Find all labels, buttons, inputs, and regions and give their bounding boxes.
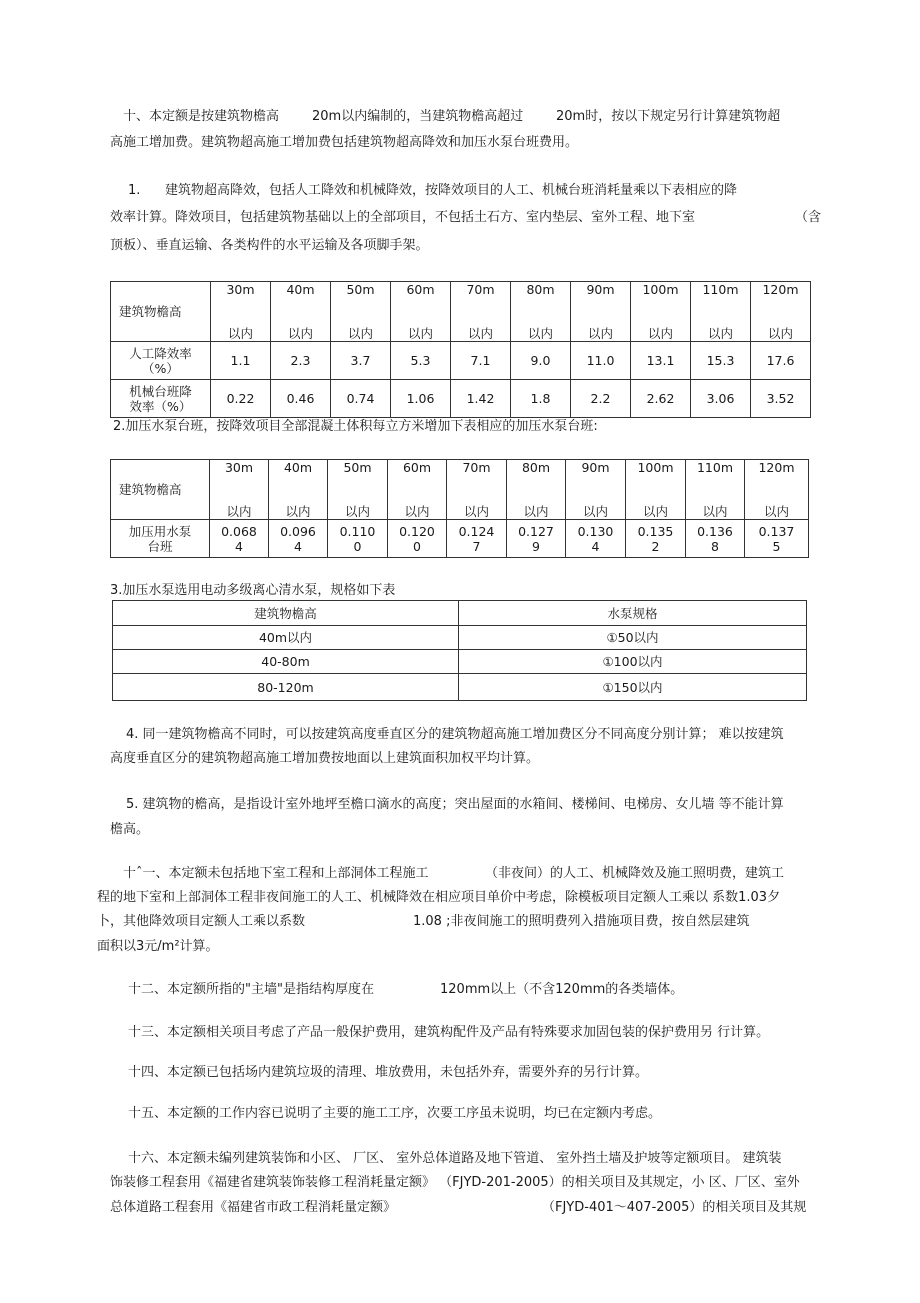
para11-line3a: 卜，其他降效项目定额人工乘以系数 xyxy=(97,914,306,929)
table-cell: 15.3 xyxy=(691,342,751,380)
height-header xyxy=(691,282,751,342)
cell-line: 9 xyxy=(532,538,540,554)
table-row xyxy=(113,650,807,674)
item1-number: 1. xyxy=(128,183,141,198)
table-row xyxy=(113,674,807,701)
height-suffix: 以内 xyxy=(226,504,252,519)
cell-line: 0.130 xyxy=(577,523,614,539)
table-cell xyxy=(269,520,328,558)
table-cell xyxy=(626,520,686,558)
table-cell xyxy=(388,520,447,558)
height-value: 110m xyxy=(696,460,734,475)
height-suffix: 以内 xyxy=(527,326,553,341)
item1-line1: 建筑物超高降效，包括人工降效和机械降效，按降效项目的人工、机械台班消耗量乘以下表相应的降 xyxy=(165,183,738,198)
table-cell: 11.0 xyxy=(571,342,631,380)
height-value: 90m xyxy=(581,460,610,475)
para11-line3b: 1.08 ;非夜间施工的照明费列入措施项目费，按自然层建筑 xyxy=(413,914,750,929)
para10-line2: 高施工增加费。建筑物超高施工增加费包括建筑物超高降效和加压水泵台班费用。 xyxy=(110,135,579,150)
height-header xyxy=(271,282,331,342)
table-cell: 1.1 xyxy=(211,342,271,380)
para11-line4: 面积以3元/m²计算。 xyxy=(97,939,219,954)
height-suffix: 以内 xyxy=(285,504,311,519)
cell-line: 2 xyxy=(651,538,660,554)
height-suffix: 以内 xyxy=(763,504,789,519)
height-header xyxy=(626,460,686,520)
height-value: 60m xyxy=(406,282,435,297)
height-header xyxy=(571,282,631,342)
cell-line: 0.124 xyxy=(458,523,495,539)
table-cell: 3.7 xyxy=(331,342,391,380)
row-label-labor xyxy=(111,342,211,380)
cell-line: 8 xyxy=(711,538,719,554)
item4-line2: 高度垂直区分的建筑物超高施工增加费按地面以上建筑面积加权平均计算。 xyxy=(110,751,540,766)
table-cell: 3.52 xyxy=(751,380,811,418)
height-header xyxy=(391,282,451,342)
table-cell: 40m以内 xyxy=(113,626,459,650)
item2-text: 2.加压水泵台班，按降效项目全部混凝土体积每立方米增加下表相应的加压水泵台班: xyxy=(113,419,598,434)
height-header xyxy=(631,282,691,342)
table-header-row xyxy=(111,282,811,342)
table-cell: 2.2 xyxy=(571,380,631,418)
height-suffix: 以内 xyxy=(582,504,608,519)
table-cell: 2.62 xyxy=(631,380,691,418)
table-cell: 1.8 xyxy=(511,380,571,418)
table-cell: 40-80m xyxy=(113,650,459,674)
height-header xyxy=(511,282,571,342)
para11-line2: 程的地下室和上部洞体工程非夜间施工的人工、机械降效在相应项目单价中考虑，除模板项目定额人工乘以 系数1.03夕 xyxy=(97,890,781,905)
cell-line: 0.135 xyxy=(637,523,674,539)
column-header: 水泵规格 xyxy=(459,601,807,626)
pump-shift-table xyxy=(110,459,809,558)
height-suffix: 以内 xyxy=(642,504,668,519)
height-suffix: 以内 xyxy=(404,504,430,519)
height-value: 60m xyxy=(402,460,432,475)
height-value: 80m xyxy=(521,460,551,475)
height-value: 70m xyxy=(462,460,491,475)
height-header xyxy=(269,460,328,520)
para16-line1: 十六、本定额未编列建筑装饰和小区、 厂区、 室外总体道路及地下管道、 室外挡土墙及护坡等定额项目。 建筑装 xyxy=(128,1151,782,1166)
height-value: 110m xyxy=(702,282,739,297)
height-value: 90m xyxy=(586,282,615,297)
height-header xyxy=(388,460,447,520)
height-value: 50m xyxy=(343,460,372,475)
height-header xyxy=(331,282,391,342)
height-value: 40m xyxy=(283,460,313,475)
header-label: 建筑物檐高 xyxy=(111,460,210,520)
height-header xyxy=(507,460,566,520)
height-value: 100m xyxy=(637,460,674,475)
table-cell: 3.06 xyxy=(691,380,751,418)
para10-line1a: 十、本定额是按建筑物檐高 xyxy=(123,109,280,124)
height-suffix: 以内 xyxy=(287,326,313,341)
table-cell: ①50以内 xyxy=(459,626,807,650)
table-cell: 1.42 xyxy=(451,380,511,418)
table-cell xyxy=(507,520,566,558)
table-cell: 1.06 xyxy=(391,380,451,418)
cell-line: 0.136 xyxy=(697,523,733,539)
height-header xyxy=(751,282,811,342)
height-header xyxy=(210,460,269,520)
cell-line: 0.096 xyxy=(280,523,316,539)
para10-line1c: 20m时，按以下规定另行计算建筑物超 xyxy=(556,109,781,124)
table-cell: ①150以内 xyxy=(459,674,807,701)
height-suffix: 以内 xyxy=(407,326,433,341)
table-cell: 2.3 xyxy=(271,342,331,380)
row-label-line: 效率（%） xyxy=(129,398,192,414)
height-value: 70m xyxy=(466,282,495,297)
height-suffix: 以内 xyxy=(587,326,613,341)
height-header xyxy=(745,460,809,520)
height-suffix: 以内 xyxy=(347,326,373,341)
cell-line: 0.120 xyxy=(399,523,435,539)
cell-line: 0.137 xyxy=(758,523,795,539)
height-suffix: 以内 xyxy=(767,326,793,341)
height-value: 30m xyxy=(226,282,255,297)
table-cell xyxy=(328,520,388,558)
row-label-line: 机械台班降 xyxy=(129,383,192,399)
item3-text: 3.加压水泵选用电动多级离心清水泵，规格如下表 xyxy=(110,583,396,598)
cell-line: 4 xyxy=(591,538,600,554)
table-row xyxy=(111,342,811,380)
para16-line2: 饰装修工程套用《福建省建筑装饰装修工程消耗量定额》 （FJYD-201-2005）的相关项目及其规定，小 区、厂区、室外 xyxy=(110,1175,800,1190)
height-suffix: 以内 xyxy=(702,504,728,519)
para16-line3a: 总体道路工程套用《福建省市政工程消耗量定额》 xyxy=(110,1200,397,1215)
table-header-row xyxy=(111,460,809,520)
para11-line1b: （非夜间）的人工、机械降效及施工照明费，建筑工 xyxy=(485,866,785,881)
pump-spec-table xyxy=(112,600,807,701)
efficiency-reduction-table xyxy=(110,281,811,418)
item5-line2: 檐高。 xyxy=(110,822,150,837)
para12-part2: 120mm以上（不含120mm的各类墙体。 xyxy=(440,982,684,997)
height-value: 100m xyxy=(642,282,679,297)
item1-line2: 效率计算。降效项目，包括建筑物基础以上的全部项目，不包括土石方、室内垫层、室外工程、地下室 xyxy=(110,210,696,225)
column-header: 建筑物檐高 xyxy=(113,601,459,626)
item4-line1: 4. 同一建筑物檐高不同时，可以按建筑高度垂直区分的建筑物超高施工增加费区分不同高度分别计算； 难以按建筑 xyxy=(126,727,784,742)
height-header xyxy=(566,460,626,520)
cell-line: 0 xyxy=(413,538,421,554)
cell-line: 4 xyxy=(235,538,243,554)
row-label-machine xyxy=(111,380,211,418)
table-row xyxy=(111,380,811,418)
height-suffix: 以内 xyxy=(344,504,370,519)
height-suffix: 以内 xyxy=(523,504,549,519)
height-suffix: 以内 xyxy=(467,326,493,341)
height-value: 30m xyxy=(224,460,254,475)
item1-line3: 顶板）、垂直运输、各类构件的水平运输及各项脚手架。 xyxy=(110,238,429,253)
item5-line1: 5. 建筑物的檐高，是指设计室外地坪至檐口滴水的高度；突出屋面的水箱间、楼梯间、电梯房、女儿墙 等不能计算 xyxy=(126,797,784,812)
height-suffix: 以内 xyxy=(227,326,253,341)
table-cell: 5.3 xyxy=(391,342,451,380)
cell-line: 0.127 xyxy=(518,523,554,539)
item1-line2-tail: （含 xyxy=(795,210,822,225)
para12-part1: 十二、本定额所指的"主墙"是指结构厚度在 xyxy=(128,982,374,997)
row-label-line: 加压用水泵 xyxy=(128,523,192,539)
table-row xyxy=(113,626,807,650)
table-cell xyxy=(566,520,626,558)
table-cell: 7.1 xyxy=(451,342,511,380)
table-cell: 0.74 xyxy=(331,380,391,418)
height-suffix: 以内 xyxy=(707,326,733,341)
table-row xyxy=(111,520,809,558)
cell-line: 4 xyxy=(294,538,302,554)
para16-line3b: （FJYD-401～407-2005）的相关项目及其规 xyxy=(542,1200,807,1215)
row-label-line: （%） xyxy=(142,360,179,376)
row-label-line: 人工降效率 xyxy=(129,345,192,361)
row-label-pump xyxy=(111,520,210,558)
height-suffix: 以内 xyxy=(647,326,673,341)
table-cell: 17.6 xyxy=(751,342,811,380)
height-value: 80m xyxy=(526,282,555,297)
height-value: 120m xyxy=(758,460,795,475)
para14-text: 十四、本定额已包括场内建筑垃圾的清理、堆放费用，未包括外弃，需要外弃的另行计算。 xyxy=(128,1065,649,1080)
cell-line: 0 xyxy=(353,538,362,554)
cell-line: 5 xyxy=(772,538,781,554)
table-cell: 9.0 xyxy=(511,342,571,380)
para11-line1a: 十ˆ一、本定额未包括地下室工程和上部洞体工程施工 xyxy=(123,866,429,881)
height-value: 40m xyxy=(286,282,315,297)
height-value: 120m xyxy=(762,282,799,297)
cell-line: 0.110 xyxy=(339,523,376,539)
table-cell xyxy=(447,520,507,558)
table-cell: ①100以内 xyxy=(459,650,807,674)
table-cell xyxy=(210,520,269,558)
height-header xyxy=(451,282,511,342)
height-value: 50m xyxy=(346,282,375,297)
para15-text: 十五、本定额的工作内容已说明了主要的施工工序，次要工序虽未说明，均已在定额内考虑。 xyxy=(128,1106,662,1121)
header-label: 建筑物檐高 xyxy=(111,282,211,342)
table-cell: 0.46 xyxy=(271,380,331,418)
cell-line: 0.068 xyxy=(221,523,257,539)
height-suffix: 以内 xyxy=(463,504,489,519)
row-label-line: 台班 xyxy=(147,538,173,554)
table-header-row xyxy=(113,601,807,626)
table-cell xyxy=(745,520,809,558)
table-cell xyxy=(686,520,745,558)
table-cell: 0.22 xyxy=(211,380,271,418)
para13-text: 十三、本定额相关项目考虑了产品一般保护费用，建筑构配件及产品有特殊要求加固包装的保护费用另 行计算。 xyxy=(128,1025,770,1040)
height-header xyxy=(447,460,507,520)
height-header xyxy=(211,282,271,342)
table-cell: 80-120m xyxy=(113,674,459,701)
height-header xyxy=(686,460,745,520)
height-header xyxy=(328,460,388,520)
table-cell: 13.1 xyxy=(631,342,691,380)
para10-line1b: 20m以内编制的，当建筑物檐高超过 xyxy=(312,109,524,124)
cell-line: 7 xyxy=(472,538,481,554)
